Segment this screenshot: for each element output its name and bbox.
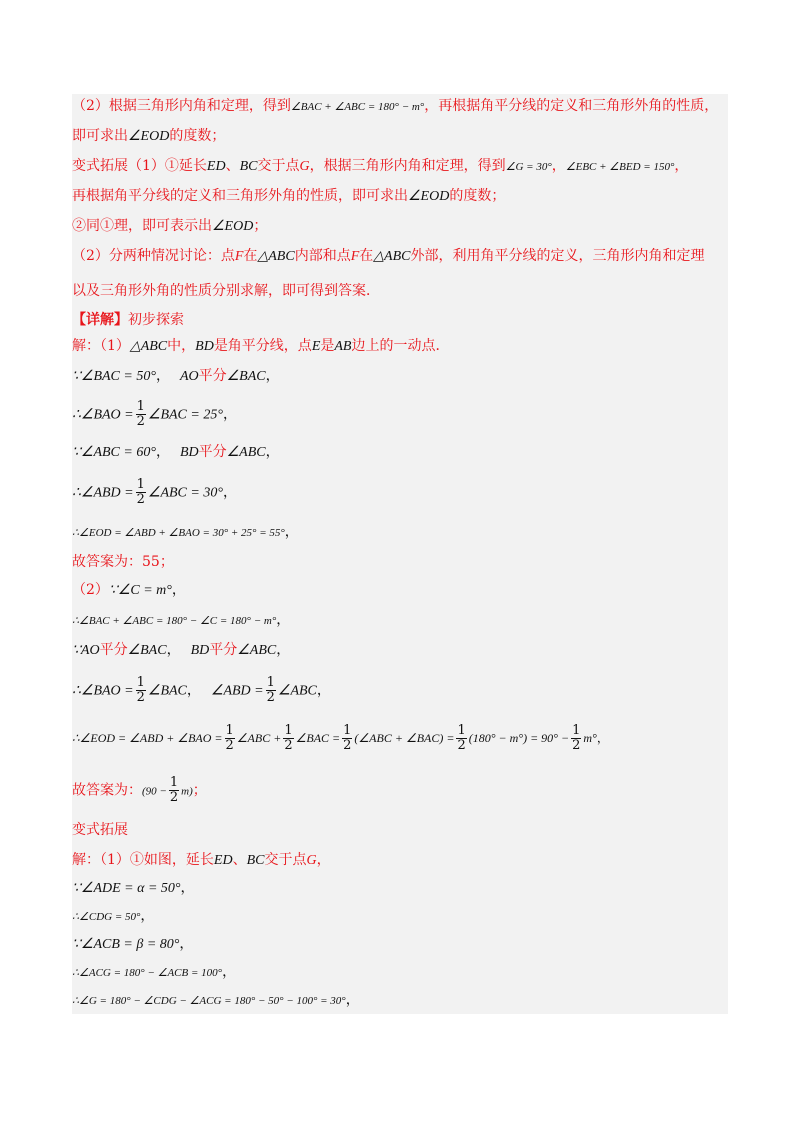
- solution-line-10: ∴∠BAO = $\frac{1}{2}$ ∠BAC， ∠ABD = $\frac{1}{2}$ ∠ABC，: [72, 675, 331, 705]
- detail-heading: 【详解】初步探索: [72, 312, 184, 328]
- fraction-half: $\frac{1}{2}$: [136, 477, 145, 507]
- variation-line-1: 解：（1）①如图，延长ED、BC交于点G，: [72, 852, 331, 868]
- analysis-line-2: 即可求出∠EOD的度数；: [72, 128, 226, 144]
- analysis-line-3: 变式拓展（1）①延长ED、BC交于点G，根据三角形内角和定理，得到∠G = 30°，∠EBC + ∠BED = 150°，: [72, 158, 689, 174]
- solution-line-5: ∴∠ABD = $\frac{1}{2}$ ∠ABC = 30°，: [72, 477, 237, 507]
- analysis-line-7: 以及三角形外角的性质分别求解，即可得到答案．: [72, 283, 380, 299]
- solution-line-2: ∵∠BAC = 50°， AO平分∠BAC，: [72, 368, 280, 384]
- variation-line-2: ∵∠ADE = α = 50°，: [72, 880, 195, 896]
- fraction-half: $\frac{1}{2}$: [266, 675, 275, 705]
- variation-heading: 变式拓展: [72, 822, 128, 838]
- solution-line-4: ∵∠ABC = 60°， BD平分∠ABC，: [72, 444, 280, 460]
- fraction-half: $\frac{1}{2}$: [136, 399, 145, 429]
- fraction-half: $\frac{1}{2}$: [169, 775, 179, 805]
- solution-line-8: ∴∠BAC + ∠ABC = 180° − ∠C = 180° − m°，: [72, 612, 291, 628]
- variation-line-6: ∴∠G = 180° − ∠CDG − ∠ACG = 180° − 50° − 100° = 30°，: [72, 992, 360, 1008]
- solution-line-9: ∵AO平分∠BAC， BD平分∠ABC，: [72, 642, 291, 658]
- solution-line-1: 解：（1）△ABC中，BD是角平分线，点E是AB边上的一动点．: [72, 338, 450, 354]
- variation-line-4: ∵∠ACB = β = 80°，: [72, 936, 194, 952]
- answer-line-2: 故答案为：(90 − $\frac{1}{2}$ m)；: [72, 775, 207, 805]
- fraction-half: $\frac{1}{2}$: [225, 723, 234, 753]
- fraction-half: $\frac{1}{2}$: [284, 723, 293, 753]
- solution-line-6: ∴∠EOD = ∠ABD + ∠BAO = 30° + 25° = 55°，: [72, 524, 299, 540]
- variation-line-5: ∴∠ACG = 180° − ∠ACB = 100°，: [72, 964, 237, 980]
- solution-line-7: （2）∵∠C = m°，: [72, 582, 186, 598]
- analysis-line-5: ②同①理，即可表示出∠EOD；: [72, 218, 268, 234]
- analysis-line-4: 再根据角平分线的定义和三角形外角的性质，即可求出∠EOD的度数；: [72, 188, 506, 204]
- solution-line-11: ∴∠EOD = ∠ABD + ∠BAO = $\frac{1}{2}$ ∠ABC + $\frac{1}{2}$ ∠BAC = $\frac{1}{2}$ (∠ABC + ∠BAC) = $\frac{1}{2}$ (180° − m°) = 90° − $\frac{1}{2}$ m°，: [72, 723, 609, 753]
- fraction-half: $\frac{1}{2}$: [572, 723, 581, 753]
- solution-line-3: ∴∠BAO = $\frac{1}{2}$ ∠BAC = 25°，: [72, 399, 237, 429]
- fraction-half: $\frac{1}{2}$: [136, 675, 145, 705]
- analysis-line-1: （2）根据三角形内角和定理，得到∠BAC + ∠ABC = 180° − m°，再根据角平分线的定义和三角形外角的性质，: [72, 98, 719, 114]
- answer-line-1: 故答案为：55；: [72, 554, 174, 570]
- analysis-line-6: （2）分两种情况讨论：点F在△ABC内部和点F在△ABC外部，利用角平分线的定义，三角形内角和定理: [72, 248, 705, 264]
- fraction-half: $\frac{1}{2}$: [457, 723, 466, 753]
- variation-line-3: ∴∠CDG = 50°，: [72, 908, 155, 924]
- fraction-half: $\frac{1}{2}$: [343, 723, 352, 753]
